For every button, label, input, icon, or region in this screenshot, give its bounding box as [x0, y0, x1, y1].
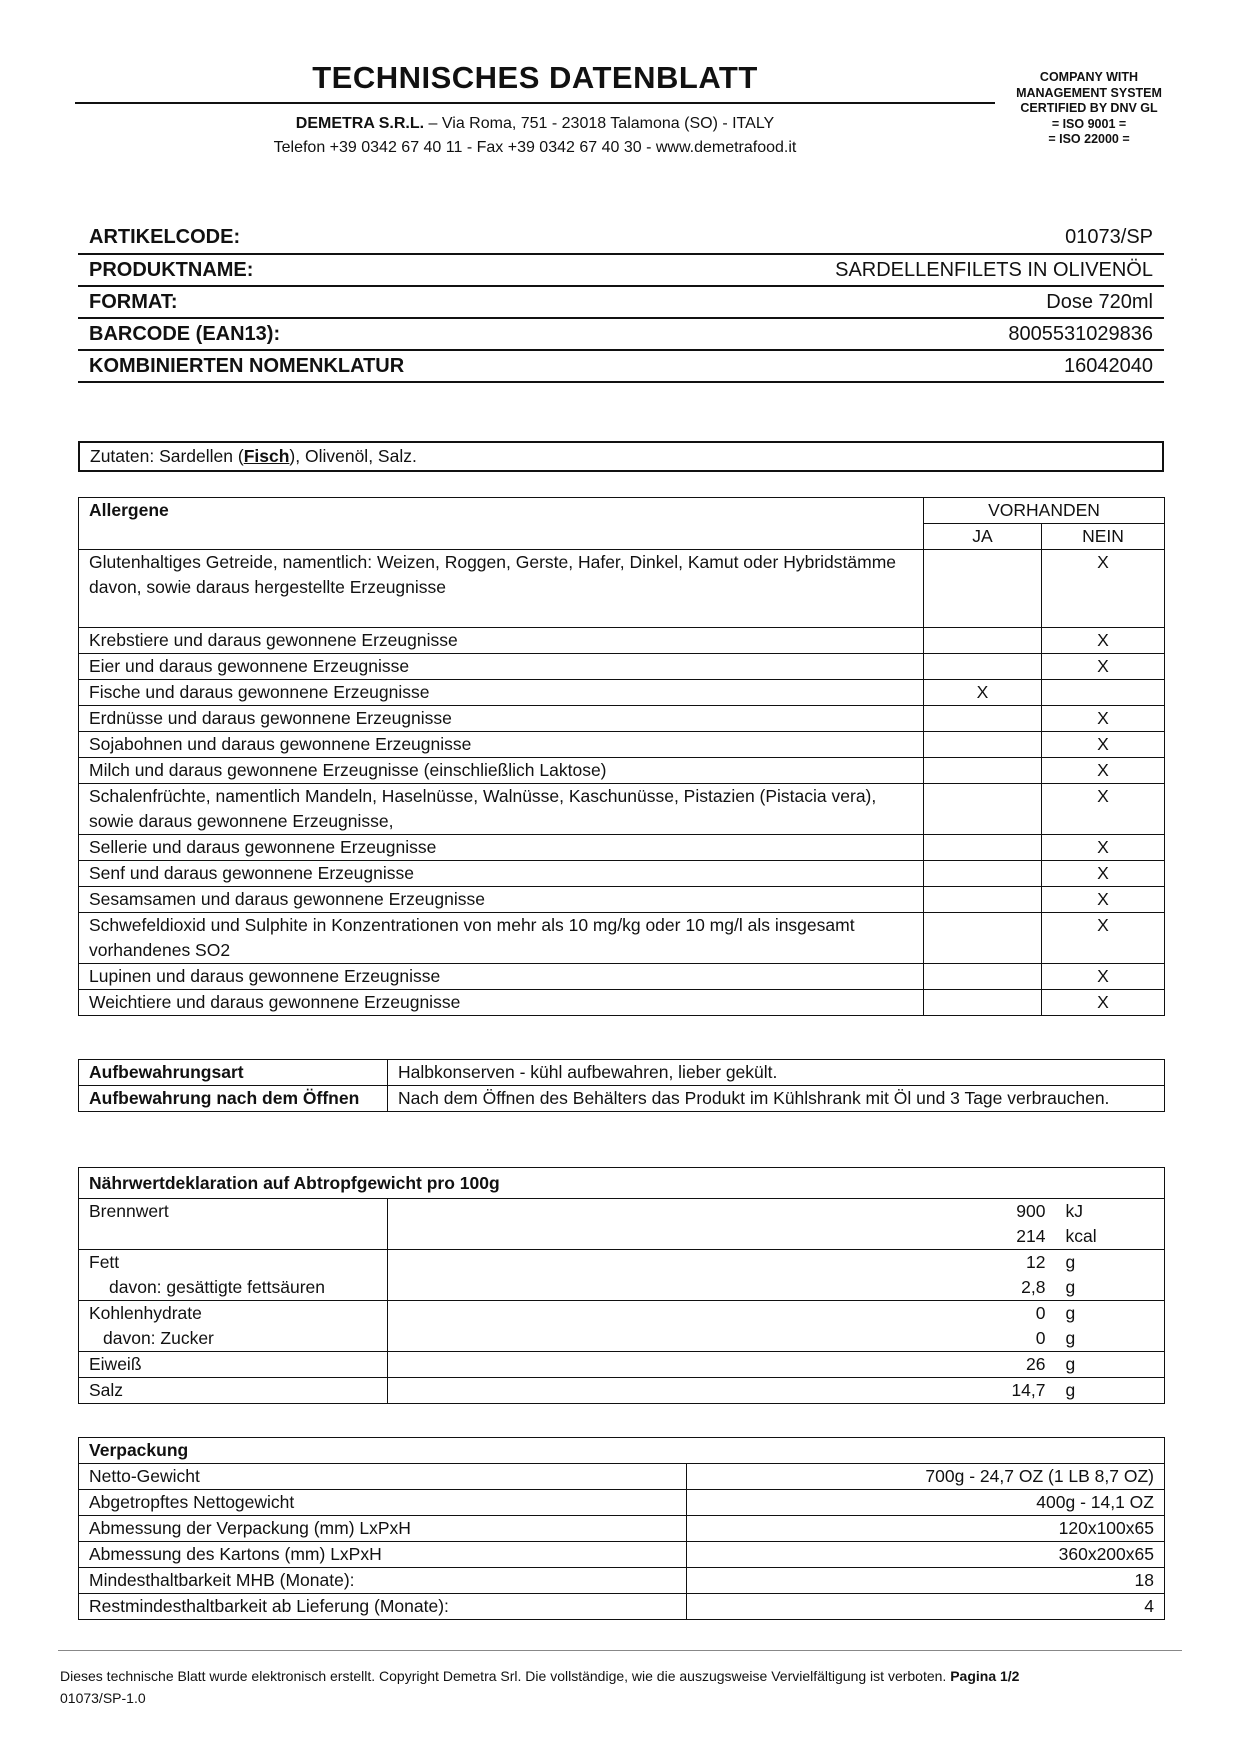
- allergen-no: X: [1042, 550, 1165, 628]
- allergen-yes: [924, 758, 1042, 784]
- packaging-label: Mindesthaltbarkeit MHB (Monate):: [79, 1568, 687, 1594]
- present-header: VORHANDEN: [924, 498, 1165, 524]
- nutrient-unit: g: [1065, 1277, 1076, 1297]
- cert-line: CERTIFIED BY DNV GL: [1020, 101, 1158, 115]
- storage-table: [78, 1059, 1165, 1112]
- nutrient-units: [1056, 1250, 1165, 1301]
- page-number: Pagina 1/2: [950, 1668, 1020, 1684]
- info-value: SARDELLENFILETS IN OLIVENÖL: [621, 254, 1164, 286]
- allergen-name: Weichtiere und daraus gewonnene Erzeugnisse: [79, 990, 924, 1016]
- table-row: [79, 1060, 1165, 1086]
- nutrient-values: [388, 1199, 1056, 1250]
- nutrient-unit: g: [1056, 1378, 1165, 1404]
- energy-kcal-value: 214: [1016, 1226, 1046, 1246]
- table-row: [79, 964, 1165, 990]
- certification-stamp: [1003, 70, 1175, 148]
- nutrient-unit: g: [1065, 1252, 1076, 1272]
- packaging-value: 120x100x65: [687, 1516, 1165, 1542]
- nutrient-values: [388, 1301, 1056, 1352]
- allergen-yes: X: [924, 680, 1042, 706]
- info-label: PRODUKTNAME:: [78, 254, 621, 286]
- table-row: [79, 732, 1165, 758]
- ingredients-box: [78, 441, 1164, 472]
- allergen-no: X: [1042, 913, 1165, 964]
- table-row: [79, 550, 1165, 628]
- document-code: 01073/SP-1.0: [60, 1690, 146, 1706]
- info-row: [78, 254, 1164, 286]
- storage-label: Aufbewahrung nach dem Öffnen: [79, 1086, 388, 1112]
- info-row: [78, 318, 1164, 350]
- table-row: [79, 1086, 1165, 1112]
- allergen-no: X: [1042, 784, 1165, 835]
- energy-kj-value: 900: [1016, 1201, 1046, 1221]
- allergen-yes: [924, 887, 1042, 913]
- allergen-name: Sesamsamen und daraus gewonnene Erzeugnisse: [79, 887, 924, 913]
- table-row: [79, 913, 1165, 964]
- nutrient-units: [1056, 1199, 1165, 1250]
- allergen-name: Eier und daraus gewonnene Erzeugnisse: [79, 654, 924, 680]
- info-row: [78, 222, 1164, 254]
- nutrient-label: Eiweiß: [79, 1352, 388, 1378]
- table-row: [79, 784, 1165, 835]
- table-row: [79, 1594, 1165, 1620]
- table-row: [79, 990, 1165, 1016]
- table-row: [79, 1490, 1165, 1516]
- allergen-yes: [924, 706, 1042, 732]
- allergen-name: Fische und daraus gewonnene Erzeugnisse: [79, 680, 924, 706]
- allergen-name: Milch und daraus gewonnene Erzeugnisse (einschließlich Laktose): [79, 758, 924, 784]
- table-row: [79, 835, 1165, 861]
- cert-line: COMPANY WITH: [1039, 70, 1139, 84]
- allergen-name: Glutenhaltiges Getreide, namentlich: Weizen, Roggen, Gerste, Hafer, Dinkel, Kamut oder Hybridstämme davon, sowie daraus hergestellte Erzeugnisse: [79, 550, 924, 628]
- page-footer: [60, 1665, 1180, 1709]
- table-row: [79, 706, 1165, 732]
- info-label: KOMBINIERTEN NOMENKLATUR: [78, 350, 621, 382]
- info-row: [78, 350, 1164, 382]
- packaging-value: 18: [687, 1568, 1165, 1594]
- allergen-name: Senf und daraus gewonnene Erzeugnisse: [79, 861, 924, 887]
- allergen-no: X: [1042, 706, 1165, 732]
- allergen-yes: [924, 861, 1042, 887]
- allergen-no: X: [1042, 628, 1165, 654]
- energy-kj-unit: kJ: [1065, 1201, 1083, 1221]
- allergen-no: X: [1042, 732, 1165, 758]
- table-row: [79, 1568, 1165, 1594]
- nutrient-label: Kohlenhydrate: [89, 1303, 202, 1323]
- cert-line: = ISO 9001 =: [1051, 116, 1127, 131]
- info-row: [78, 286, 1164, 318]
- packaging-label: Abgetropftes Nettogewicht: [79, 1490, 687, 1516]
- ingredients-allergen: Fisch: [243, 446, 290, 466]
- allergen-name: Sellerie und daraus gewonnene Erzeugnisse: [79, 835, 924, 861]
- allergen-no: X: [1042, 654, 1165, 680]
- table-row: [79, 628, 1165, 654]
- allergen-yes: [924, 784, 1042, 835]
- table-row: [79, 1352, 1165, 1378]
- cert-line: = ISO 22000 =: [1048, 132, 1130, 146]
- allergen-no: [1042, 680, 1165, 706]
- packaging-header: Verpackung: [79, 1438, 1165, 1464]
- table-row: [79, 1301, 1165, 1352]
- allergen-no: X: [1042, 990, 1165, 1016]
- allergen-name: Schwefeldioxid und Sulphite in Konzentrationen von mehr als 10 mg/kg oder 10 mg/l als insgesamt vorhandenes SO2: [79, 913, 924, 964]
- company-contact: Telefon +39 0342 67 40 11 - Fax +39 0342 67 40 30 - www.demetrafood.it: [273, 139, 797, 156]
- packaging-label: Abmessung der Verpackung (mm) LxPxH: [79, 1516, 687, 1542]
- packaging-value: 360x200x65: [687, 1542, 1165, 1568]
- table-row: [79, 887, 1165, 913]
- nutrient-sublabel: davon: Zucker: [103, 1328, 214, 1348]
- footer-notice: [60, 1665, 1180, 1687]
- table-row: [79, 680, 1165, 706]
- allergen-no: X: [1042, 887, 1165, 913]
- nutrient-value: 0: [1035, 1303, 1046, 1323]
- nutrient-labels: [79, 1301, 388, 1352]
- nutrient-value: 26: [388, 1352, 1056, 1378]
- document-header: [75, 60, 995, 160]
- table-row: [79, 861, 1165, 887]
- allergen-no: X: [1042, 758, 1165, 784]
- nutrition-header: Nährwertdeklaration auf Abtropfgewicht pro 100g: [79, 1168, 1165, 1199]
- allergen-yes: [924, 990, 1042, 1016]
- allergen-no: X: [1042, 835, 1165, 861]
- nutrient-value: 12: [1026, 1252, 1046, 1272]
- packaging-label: Restmindesthaltbarkeit ab Lieferung (Monate):: [79, 1594, 687, 1620]
- table-row: [79, 654, 1165, 680]
- allergen-yes: [924, 835, 1042, 861]
- info-value: Dose 720ml: [621, 286, 1164, 318]
- storage-label: Aufbewahrungsart: [79, 1060, 388, 1086]
- nutrient-units: [1056, 1301, 1165, 1352]
- nutrient-label: Fett: [89, 1252, 120, 1272]
- footer-text: Dieses technische Blatt wurde elektronisch erstellt. Copyright Demetra Srl. Die vollständige, wie die auszugsweise Vervielfältigung ist verboten.: [60, 1668, 951, 1684]
- packaging-label: Abmessung des Kartons (mm) LxPxH: [79, 1542, 687, 1568]
- allergen-yes: [924, 628, 1042, 654]
- nutrition-table: [78, 1167, 1165, 1404]
- table-row: [79, 1378, 1165, 1404]
- packaging-value: 400g - 14,1 OZ: [687, 1490, 1165, 1516]
- packaging-value: 700g - 24,7 OZ (1 LB 8,7 OZ): [687, 1464, 1165, 1490]
- cert-line: MANAGEMENT SYSTEM: [1016, 85, 1162, 100]
- storage-value: Halbkonserven - kühl aufbewahren, lieber gekült.: [388, 1060, 1165, 1086]
- yes-header: JA: [924, 524, 1042, 550]
- allergen-no: X: [1042, 861, 1165, 887]
- allergen-name: Lupinen und daraus gewonnene Erzeugnisse: [79, 964, 924, 990]
- allergen-yes: [924, 654, 1042, 680]
- no-header: NEIN: [1042, 524, 1165, 550]
- nutrient-unit: g: [1056, 1352, 1165, 1378]
- company-name: DEMETRA S.R.L.: [295, 115, 425, 132]
- nutrient-label: Salz: [79, 1378, 388, 1404]
- company-street: – Via Roma, 751 - 23018 Talamona (SO) - ITALY: [424, 115, 775, 132]
- allergen-yes: [924, 732, 1042, 758]
- info-value: 16042040: [621, 350, 1164, 382]
- nutrient-sublabel: davon: gesättigte fettsäuren: [109, 1277, 325, 1297]
- footer-divider: [58, 1650, 1182, 1651]
- document-title: TECHNISCHES DATENBLATT: [75, 60, 995, 104]
- allergen-name: Schalenfrüchte, namentlich Mandeln, Haselnüsse, Walnüsse, Kaschunüsse, Pistazien (Pistacia vera), sowie daraus gewonnene Erzeugnisse,: [79, 784, 924, 835]
- product-info-table: [78, 222, 1164, 383]
- allergens-header: Allergene: [79, 498, 924, 550]
- nutrient-value: 2,8: [1021, 1277, 1046, 1297]
- info-value: 01073/SP: [621, 222, 1164, 254]
- nutrient-unit: g: [1065, 1328, 1076, 1348]
- table-row: [79, 1250, 1165, 1301]
- packaging-table: [78, 1437, 1165, 1620]
- allergen-yes: [924, 964, 1042, 990]
- ingredients-suffix: ), Olivenöl, Salz.: [289, 446, 417, 466]
- ingredients-prefix: Zutaten: Sardellen (: [90, 446, 244, 466]
- allergen-no: X: [1042, 964, 1165, 990]
- info-label: BARCODE (EAN13):: [78, 318, 621, 350]
- table-row: [79, 1542, 1165, 1568]
- allergen-name: Sojabohnen und daraus gewonnene Erzeugnisse: [79, 732, 924, 758]
- table-row: [79, 1516, 1165, 1542]
- allergen-name: Krebstiere und daraus gewonnene Erzeugnisse: [79, 628, 924, 654]
- table-row: [79, 1199, 1165, 1250]
- nutrient-label: Brennwert: [79, 1199, 388, 1250]
- info-label: FORMAT:: [78, 286, 621, 318]
- table-row: [79, 1464, 1165, 1490]
- company-address: [75, 112, 995, 136]
- table-row: [79, 758, 1165, 784]
- allergen-yes: [924, 550, 1042, 628]
- storage-value: Nach dem Öffnen des Behälters das Produkt im Kühlshrank mit Öl und 3 Tage verbrauchen.: [388, 1086, 1165, 1112]
- energy-kcal-unit: kcal: [1065, 1226, 1097, 1246]
- nutrient-unit: g: [1065, 1303, 1076, 1323]
- nutrient-labels: [79, 1250, 388, 1301]
- packaging-value: 4: [687, 1594, 1165, 1620]
- nutrient-value: 14,7: [388, 1378, 1056, 1404]
- allergen-yes: [924, 913, 1042, 964]
- nutrient-values: [388, 1250, 1056, 1301]
- allergen-name: Erdnüsse und daraus gewonnene Erzeugnisse: [79, 706, 924, 732]
- info-label: ARTIKELCODE:: [78, 222, 621, 254]
- info-value: 8005531029836: [621, 318, 1164, 350]
- packaging-label: Netto-Gewicht: [79, 1464, 687, 1490]
- allergens-table: [78, 497, 1165, 1016]
- nutrient-value: 0: [1035, 1328, 1046, 1348]
